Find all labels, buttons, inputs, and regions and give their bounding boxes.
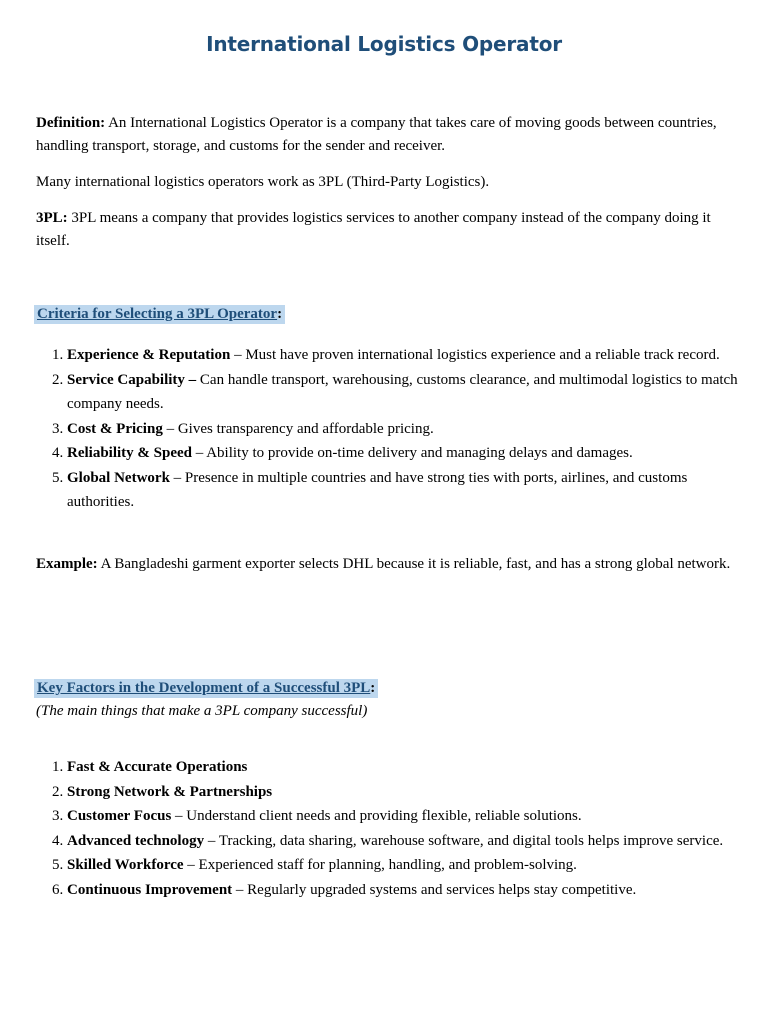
item-term: Service Capability – <box>67 371 197 388</box>
item-term: Reliability & Speed <box>67 445 193 461</box>
list-item <box>67 878 747 903</box>
example-text: A Bangladeshi garment exporter selects DHL because it is reliable, fast, and has a strong global network. <box>97 556 731 572</box>
example-label: Example: <box>36 556 98 572</box>
list-item <box>67 343 747 368</box>
definition-label: Definition: <box>36 115 106 131</box>
item-term: Global Network <box>67 469 170 486</box>
item-desc: – Must have proven international logistics experience and a reliable track record. <box>230 347 720 363</box>
item-desc: – Experienced staff for planning, handling, and problem-solving. <box>183 857 577 873</box>
example-paragraph <box>36 553 736 576</box>
item-term: Advanced technology <box>67 832 205 849</box>
key-factors-heading-colon: : <box>370 680 376 696</box>
item-desc: – Ability to provide on-time delivery and managing delays and damages. <box>192 445 633 461</box>
item-term: Experience & Reputation <box>67 347 231 363</box>
page-title: International Logistics Operator <box>206 32 562 56</box>
3pl-text: 3PL means a company that provides logistics services to another company instead of the company doing it itself. <box>36 210 711 249</box>
item-desc: – Presence in multiple countries and have strong ties with ports, airlines, and customs authorities. <box>67 469 688 510</box>
list-item <box>67 829 747 854</box>
key-factors-heading-text: Key Factors in the Development of a Successful 3PL <box>37 680 371 696</box>
item-term: Fast & Accurate Operations <box>67 759 248 775</box>
criteria-heading-text: Criteria for Selecting a 3PL Operator <box>37 306 278 322</box>
list-item <box>67 755 747 780</box>
item-term: Customer Focus <box>67 808 172 824</box>
item-desc: – Understand client needs and providing flexible, reliable solutions. <box>171 808 582 824</box>
item-term: Skilled Workforce <box>67 857 184 873</box>
item-desc: – Regularly upgraded systems and services helps stay competitive. <box>232 881 637 898</box>
3pl-definition-paragraph <box>36 207 736 253</box>
criteria-list <box>36 343 747 515</box>
item-desc: Can handle transport, warehousing, customs clearance, and multimodal logistics to match company needs. <box>67 371 738 412</box>
item-desc: – Tracking, data sharing, warehouse software, and digital tools helps improve service. <box>204 832 724 849</box>
list-item <box>67 466 747 515</box>
item-term: Strong Network & Partnerships <box>67 783 273 800</box>
list-item <box>67 368 747 417</box>
item-term: Cost & Pricing <box>67 420 163 437</box>
definition-text: An International Logistics Operator is a company that takes care of moving goods between countries, handling transport, storage, and customs for the sender and receiver. <box>36 115 717 154</box>
list-item <box>67 780 747 805</box>
list-item <box>67 417 747 442</box>
list-item <box>67 441 747 466</box>
3pl-label: 3PL: <box>36 210 68 226</box>
key-factors-heading <box>34 679 378 698</box>
item-desc: – Gives transparency and affordable pricing. <box>162 420 434 437</box>
criteria-heading <box>34 305 285 324</box>
definition-paragraph <box>36 112 736 158</box>
key-factors-subtitle: (The main things that make a 3PL company successful) <box>36 703 368 719</box>
list-item <box>67 853 747 878</box>
list-item <box>67 804 747 829</box>
criteria-heading-colon: : <box>277 306 283 322</box>
key-factors-list <box>36 755 747 902</box>
3pl-intro-paragraph: Many international logistics operators work as 3PL (Third-Party Logistics). <box>36 174 490 190</box>
item-term: Continuous Improvement <box>67 881 233 898</box>
